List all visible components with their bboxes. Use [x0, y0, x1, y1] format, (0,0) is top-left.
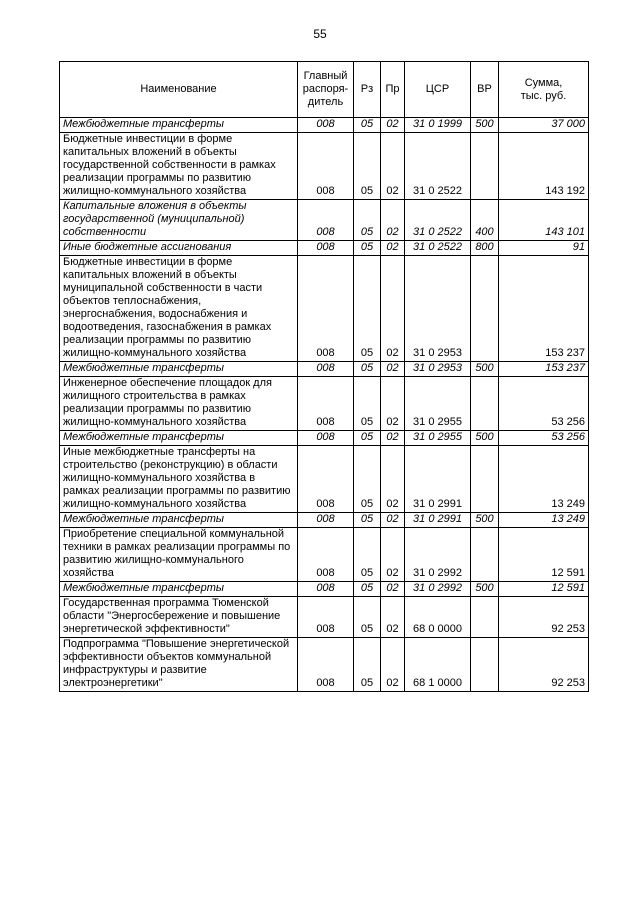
row-name: Приобретение специальной коммунальной техники в рамках реализации программы по развитию жилищно-коммунального хозяйства [60, 528, 298, 582]
row-vr [471, 528, 499, 582]
row-rz: 05 [354, 638, 381, 692]
row-pr: 02 [381, 431, 405, 446]
table-row [60, 200, 589, 241]
header-csr: ЦСР [405, 62, 471, 118]
row-rz: 05 [354, 446, 381, 513]
row-main-manager: 008 [298, 582, 354, 597]
row-pr: 02 [381, 597, 405, 638]
row-rz: 05 [354, 377, 381, 431]
row-rz: 05 [354, 597, 381, 638]
row-vr: 500 [471, 362, 499, 377]
header-main-line3: дитель [307, 96, 344, 108]
row-sum: 13 249 [499, 513, 589, 528]
row-main-manager: 008 [298, 431, 354, 446]
row-rz: 05 [354, 118, 381, 133]
row-pr: 02 [381, 638, 405, 692]
table-row [60, 431, 589, 446]
row-sum: 37 000 [499, 118, 589, 133]
row-name: Инженерное обеспечение площадок для жилищного строительства в рамках реализации программы по развитию жилищно-коммунального хозяйства [60, 377, 298, 431]
table-row [60, 118, 589, 133]
row-main-manager: 008 [298, 362, 354, 377]
row-pr: 02 [381, 362, 405, 377]
budget-table [59, 61, 589, 692]
header-sum [499, 62, 589, 118]
table-row [60, 528, 589, 582]
row-main-manager: 008 [298, 446, 354, 513]
row-csr: 31 0 2522 [405, 241, 471, 256]
table-row [60, 133, 589, 200]
row-pr: 02 [381, 377, 405, 431]
row-main-manager: 008 [298, 638, 354, 692]
row-sum: 143 101 [499, 200, 589, 241]
row-name: Межбюджетные трансферты [60, 118, 298, 133]
row-rz: 05 [354, 582, 381, 597]
table-row [60, 256, 589, 362]
header-vr: ВР [471, 62, 499, 118]
row-pr: 02 [381, 241, 405, 256]
row-main-manager: 008 [298, 118, 354, 133]
row-vr [471, 377, 499, 431]
row-vr [471, 446, 499, 513]
row-rz: 05 [354, 133, 381, 200]
header-row [60, 62, 589, 118]
row-sum: 143 192 [499, 133, 589, 200]
row-main-manager: 008 [298, 597, 354, 638]
row-name: Иные бюджетные ассигнования [60, 241, 298, 256]
row-csr: 68 1 0000 [405, 638, 471, 692]
row-sum: 153 237 [499, 256, 589, 362]
table-row [60, 362, 589, 377]
row-name: Подпрограмма "Повышение энергетической эффективности объектов коммунальной инфраструктуры и развитие электроэнергетики" [60, 638, 298, 692]
row-csr: 31 0 2955 [405, 431, 471, 446]
row-pr: 02 [381, 200, 405, 241]
row-sum: 53 256 [499, 431, 589, 446]
table-row [60, 377, 589, 431]
row-csr: 31 0 2953 [405, 256, 471, 362]
row-pr: 02 [381, 582, 405, 597]
row-main-manager: 008 [298, 200, 354, 241]
table-row [60, 446, 589, 513]
row-name: Бюджетные инвестиции в форме капитальных вложений в объекты государственной собственности в рамках реализации программы по развитию жилищно-коммунального хозяйства [60, 133, 298, 200]
header-name: Наименование [60, 62, 298, 118]
row-name: Межбюджетные трансферты [60, 362, 298, 377]
row-main-manager: 008 [298, 256, 354, 362]
row-pr: 02 [381, 513, 405, 528]
row-rz: 05 [354, 241, 381, 256]
row-vr [471, 597, 499, 638]
row-name: Межбюджетные трансферты [60, 582, 298, 597]
row-rz: 05 [354, 513, 381, 528]
row-sum: 12 591 [499, 582, 589, 597]
row-csr: 31 0 2991 [405, 446, 471, 513]
row-name: Бюджетные инвестиции в форме капитальных вложений в объекты муниципальной собственности в части объектов теплоснабжения, энергоснабжения, водоснабжения и водоотведения, газоснабжения в рамках реализации программы по развитию жилищно-коммунального хозяйства [60, 256, 298, 362]
row-main-manager: 008 [298, 133, 354, 200]
row-name: Капитальные вложения в объекты государственной (муниципальной) собственности [60, 200, 298, 241]
row-pr: 02 [381, 133, 405, 200]
table-row [60, 582, 589, 597]
row-csr: 31 0 2992 [405, 582, 471, 597]
row-vr [471, 256, 499, 362]
row-csr: 31 0 2955 [405, 377, 471, 431]
row-rz: 05 [354, 200, 381, 241]
row-pr: 02 [381, 256, 405, 362]
row-vr: 800 [471, 241, 499, 256]
table-row [60, 597, 589, 638]
header-sum-line2: тыс. руб. [520, 89, 567, 102]
header-pr: Пр [381, 62, 405, 118]
row-main-manager: 008 [298, 513, 354, 528]
row-main-manager: 008 [298, 528, 354, 582]
row-rz: 05 [354, 431, 381, 446]
row-csr: 31 0 1999 [405, 118, 471, 133]
row-vr [471, 133, 499, 200]
row-main-manager: 008 [298, 241, 354, 256]
row-rz: 05 [354, 362, 381, 377]
table-row [60, 638, 589, 692]
row-sum: 92 253 [499, 597, 589, 638]
row-csr: 31 0 2522 [405, 133, 471, 200]
row-main-manager: 008 [298, 377, 354, 431]
row-pr: 02 [381, 528, 405, 582]
row-vr: 500 [471, 513, 499, 528]
row-csr: 31 0 2991 [405, 513, 471, 528]
header-main-line2: распоря- [302, 83, 349, 95]
row-sum: 91 [499, 241, 589, 256]
row-vr: 400 [471, 200, 499, 241]
row-name: Межбюджетные трансферты [60, 513, 298, 528]
row-pr: 02 [381, 118, 405, 133]
row-sum: 53 256 [499, 377, 589, 431]
header-main-line1: Главный [303, 70, 348, 82]
row-vr: 500 [471, 582, 499, 597]
row-sum: 12 591 [499, 528, 589, 582]
row-vr: 500 [471, 431, 499, 446]
row-sum: 13 249 [499, 446, 589, 513]
page-number: 55 [313, 27, 327, 41]
table-row [60, 241, 589, 256]
row-vr: 500 [471, 118, 499, 133]
row-rz: 05 [354, 256, 381, 362]
table-row [60, 513, 589, 528]
header-main-manager [298, 62, 354, 118]
row-sum: 153 237 [499, 362, 589, 377]
row-csr: 31 0 2992 [405, 528, 471, 582]
row-pr: 02 [381, 446, 405, 513]
row-csr: 31 0 2953 [405, 362, 471, 377]
header-sum-line1: Сумма, [524, 76, 563, 89]
row-vr [471, 638, 499, 692]
row-name: Межбюджетные трансферты [60, 431, 298, 446]
row-rz: 05 [354, 528, 381, 582]
header-rz: Рз [354, 62, 381, 118]
row-name: Государственная программа Тюменской области "Энергосбережение и повышение энергетической эффективности" [60, 597, 298, 638]
row-csr: 68 0 0000 [405, 597, 471, 638]
row-name: Иные межбюджетные трансферты на строительство (реконструкцию) в области жилищно-коммунального хозяйства в рамках реализации программы по развитию жилищно-коммунального хозяйства [60, 446, 298, 513]
row-csr: 31 0 2522 [405, 200, 471, 241]
row-sum: 92 253 [499, 638, 589, 692]
